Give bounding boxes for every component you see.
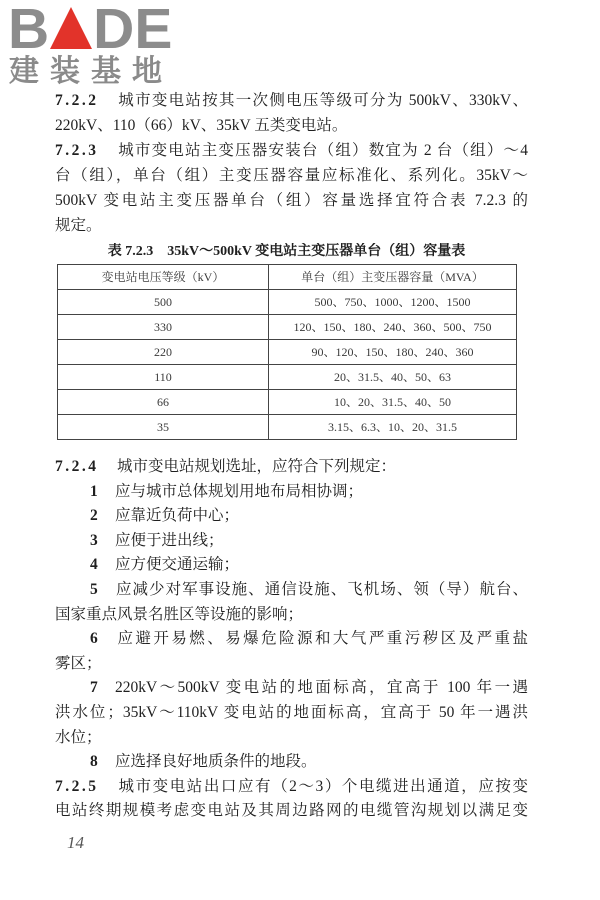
table-cell-capacity: 90、120、150、180、240、360 bbox=[269, 340, 517, 365]
list-item-continuation bbox=[55, 726, 528, 751]
clause-line bbox=[55, 775, 528, 800]
clause-text: 城市变电站主变压器安装台（组）数宜为 2 台（组）～4 bbox=[117, 142, 528, 159]
list-item bbox=[55, 553, 528, 578]
clause-line bbox=[55, 455, 528, 480]
list-item bbox=[55, 504, 528, 529]
list-item-text: 雾区； bbox=[55, 654, 102, 672]
list-item bbox=[55, 578, 528, 603]
table-cell-voltage: 35 bbox=[58, 415, 269, 440]
table-row bbox=[58, 415, 517, 440]
list-item bbox=[55, 627, 528, 652]
page-number: 14 bbox=[67, 833, 84, 852]
clause-7-2-5 bbox=[55, 775, 528, 824]
list-item-number: 8 bbox=[90, 753, 98, 771]
logo-tagline: 建装基地 bbox=[9, 54, 173, 89]
table-header-row bbox=[58, 265, 517, 290]
clause-7-2-2 bbox=[55, 88, 528, 138]
clause-line bbox=[55, 113, 528, 138]
list-item-number: 5 bbox=[90, 580, 98, 598]
table-cell-voltage: 110 bbox=[58, 365, 269, 390]
text-block-bottom bbox=[55, 455, 528, 824]
list-item bbox=[55, 750, 528, 775]
clause-line bbox=[55, 163, 528, 188]
table-cell-capacity: 500、750、1000、1200、1500 bbox=[269, 290, 517, 315]
list-item-number: 3 bbox=[90, 531, 98, 549]
table-row bbox=[58, 365, 517, 390]
logo-triangle-shape bbox=[50, 7, 92, 49]
text-block-top bbox=[55, 88, 528, 238]
table-caption bbox=[57, 243, 516, 261]
list-item bbox=[55, 676, 528, 701]
table-caption-title: 35kV～500kV 变电站主变压器单台（组）容量表 bbox=[167, 244, 466, 259]
table-caption-label: 表 7.2.3 bbox=[107, 244, 154, 259]
list-item-text: 应避开易燃、易爆危险源和大气严重污秽区及严重盐 bbox=[115, 630, 528, 648]
clause-number: 7.2.4 bbox=[55, 458, 99, 475]
table-header-voltage: 变电站电压等级（kV） bbox=[58, 265, 269, 290]
clause-number: 7.2.2 bbox=[55, 92, 99, 109]
logo-letter-a-red-triangle bbox=[49, 0, 93, 58]
table-cell-capacity: 3.15、6.3、10、20、31.5 bbox=[269, 415, 517, 440]
list-item-text: 220kV～500kV 变电站的地面标高，宜高于 100 年一遇 bbox=[115, 679, 528, 697]
logo-letter-d: D bbox=[93, 0, 135, 61]
list-item-text: 水位； bbox=[55, 728, 102, 746]
list-item-text: 洪水位；35kV～110kV 变电站的地面标高，宜高于 50 年一遇洪 bbox=[55, 703, 528, 721]
clause-line bbox=[55, 799, 528, 824]
clause-text: 台（组），单台（组）主变压器容量应标准化、系列化。35kV～ bbox=[55, 167, 528, 184]
clause-text: 500kV 变电站主变压器单台（组）容量选择宜符合表 7.2.3 的 bbox=[55, 192, 528, 209]
clause-line bbox=[55, 88, 528, 113]
clause-7-2-3 bbox=[55, 138, 528, 238]
list-item-continuation bbox=[55, 701, 528, 726]
clause-number: 7.2.5 bbox=[55, 777, 99, 795]
clause-text: 城市变电站规划选址，应符合下列规定： bbox=[117, 458, 397, 475]
table-row bbox=[58, 290, 517, 315]
clause-line bbox=[55, 138, 528, 163]
clause-text: 220kV、110（66）kV、35kV 五类变电站。 bbox=[55, 117, 348, 134]
clause-line bbox=[55, 213, 528, 238]
list-item-text: 应方便交通运输； bbox=[115, 556, 240, 574]
list-item-continuation bbox=[55, 652, 528, 677]
list-item-number: 6 bbox=[90, 630, 98, 648]
table-row bbox=[58, 315, 517, 340]
table-cell-voltage: 330 bbox=[58, 315, 269, 340]
list-item-text: 应便于进出线； bbox=[115, 531, 224, 549]
table-cell-voltage: 66 bbox=[58, 390, 269, 415]
table-cell-capacity: 120、150、180、240、360、500、750 bbox=[269, 315, 517, 340]
clause-text: 城市变电站按其一次侧电压等级可分为 500kV、330kV、 bbox=[117, 92, 528, 109]
list-item-text: 应与城市总体规划用地布局相协调； bbox=[115, 482, 364, 500]
list-item-number: 7 bbox=[90, 679, 98, 697]
table-header-capacity: 单台（组）主变压器容量（MVA） bbox=[269, 265, 517, 290]
clause-text: 电站终期规模考虑变电站及其周边路网的电缆管沟规划以满足变 bbox=[55, 802, 528, 820]
clause-line bbox=[55, 188, 528, 213]
list-item-text: 应靠近负荷中心； bbox=[115, 507, 240, 525]
table-cell-voltage: 500 bbox=[58, 290, 269, 315]
table-row bbox=[58, 390, 517, 415]
list-item-number: 2 bbox=[90, 507, 98, 525]
bade-logo bbox=[8, 0, 173, 61]
list-item-continuation bbox=[55, 603, 528, 628]
list-item-number: 1 bbox=[90, 482, 98, 500]
table-row bbox=[58, 340, 517, 365]
list-item-text: 应减少对军事设施、通信设施、飞机场、领（导）航台、 bbox=[115, 580, 528, 598]
list-item-number: 4 bbox=[90, 556, 98, 574]
clause-7-2-4 bbox=[55, 455, 528, 775]
clause-text: 城市变电站出口应有（2～3）个电缆进出通道，应按变 bbox=[117, 777, 528, 795]
clause-number: 7.2.3 bbox=[55, 142, 99, 159]
clause-text: 规定。 bbox=[55, 217, 102, 234]
list-item bbox=[55, 529, 528, 554]
list-item bbox=[55, 480, 528, 505]
table-cell-voltage: 220 bbox=[58, 340, 269, 365]
transformer-capacity-table bbox=[57, 264, 517, 440]
logo-letter-b: B bbox=[8, 0, 50, 61]
table-cell-capacity: 10、20、31.5、40、50 bbox=[269, 390, 517, 415]
table-cell-capacity: 20、31.5、40、50、63 bbox=[269, 365, 517, 390]
list-item-text: 国家重点风景名胜区等设施的影响； bbox=[55, 605, 304, 623]
list-item-text: 应选择良好地质条件的地段。 bbox=[115, 753, 317, 771]
logo-letter-e: E bbox=[134, 0, 173, 61]
